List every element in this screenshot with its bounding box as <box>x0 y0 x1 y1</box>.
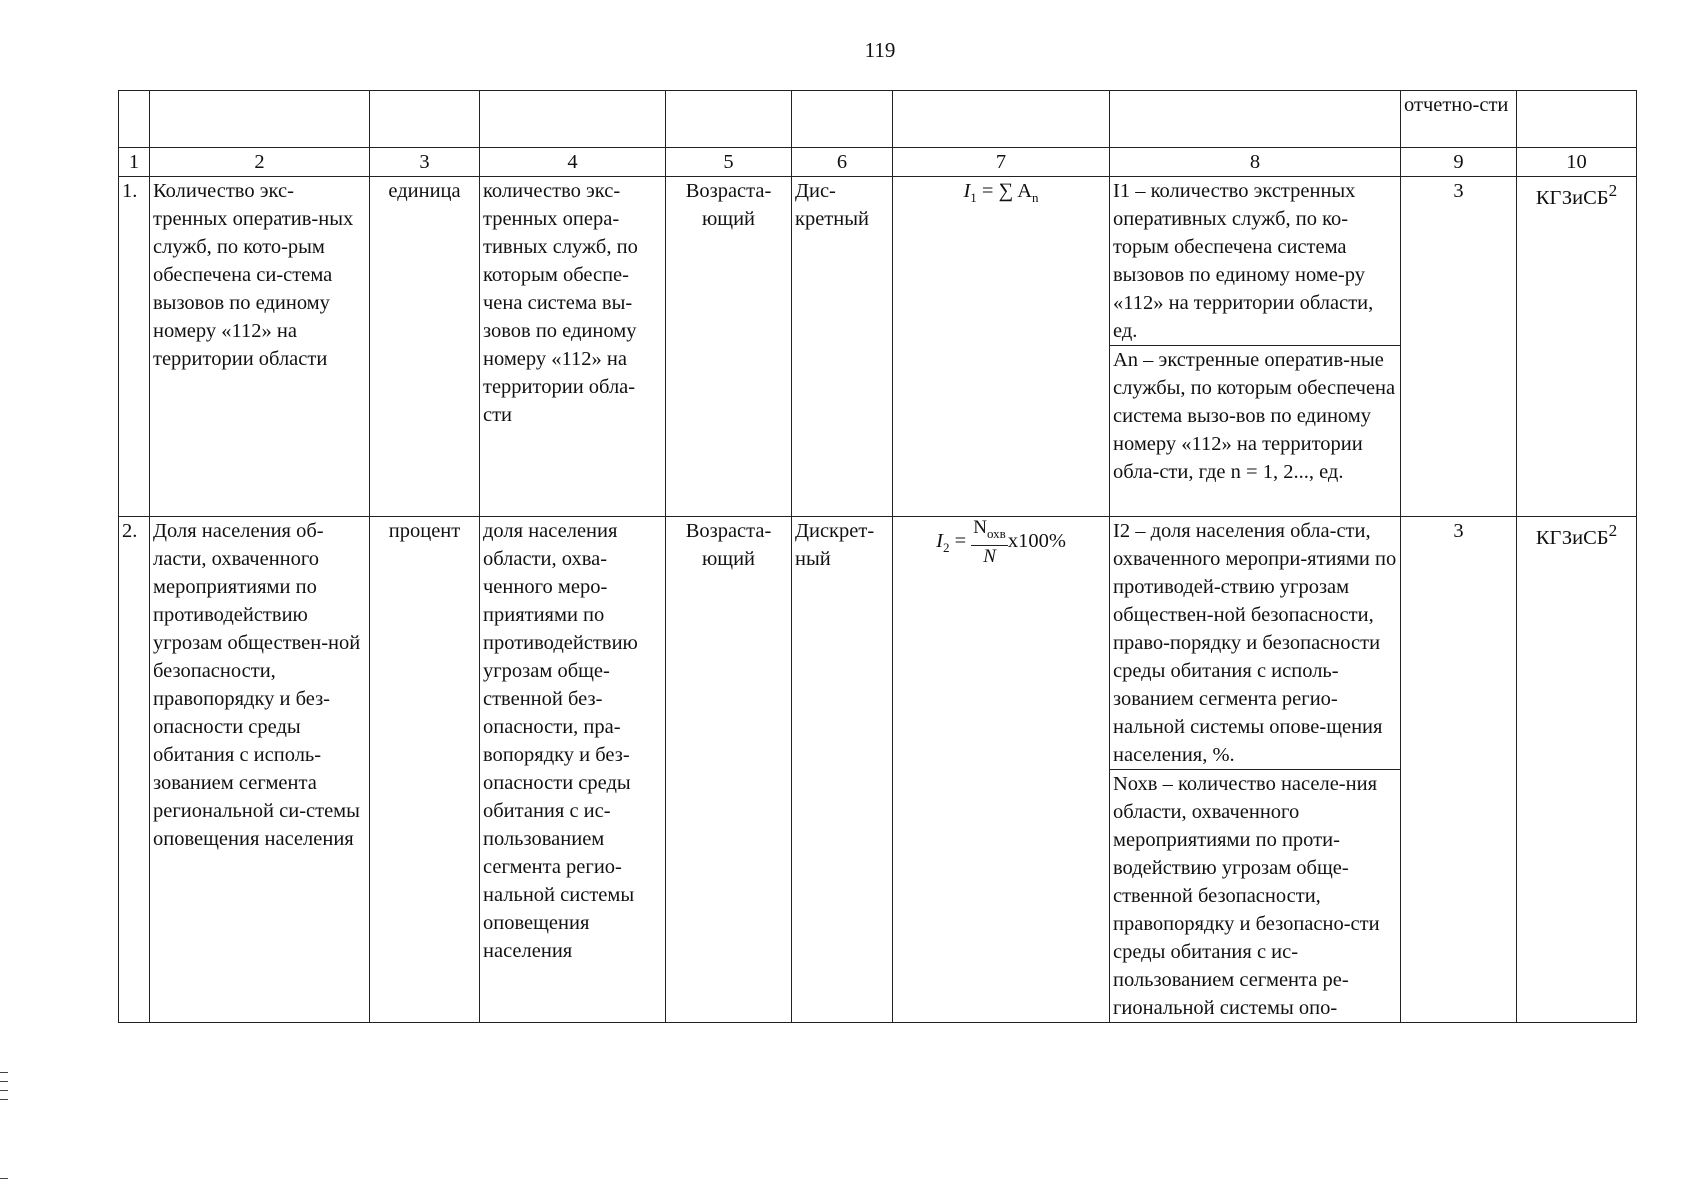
source-sup: 2 <box>1608 521 1618 540</box>
formula: $I_2$ = $\frac{N_{охв}}{N}$ x100% <box>893 517 1110 1023</box>
col-num: 10 <box>1517 148 1637 177</box>
col-num: 7 <box>893 148 1110 177</box>
fraction-denominator: N <box>983 545 996 567</box>
periodicity: 3 <box>1401 177 1517 517</box>
margin-mark <box>0 1178 8 1179</box>
formula-var: I <box>963 180 971 202</box>
formula <box>893 177 1110 517</box>
definition: количество экс-тренных опера-тивных служб, по которым обеспе-чена система вы-зовов по единому номеру «112» на территории обла-сти <box>480 177 666 517</box>
trend: Возраста-ющий <box>666 517 792 1023</box>
source <box>1517 517 1637 1023</box>
numerator-var: N <box>973 517 987 538</box>
formula-idx: 2 <box>942 540 950 556</box>
row-number: 2. <box>119 517 150 1023</box>
unit: процент <box>370 517 480 1023</box>
formula-rest: = ∑ A <box>976 180 1033 202</box>
indicators-table <box>118 90 1637 1023</box>
page-number: 119 <box>864 38 896 62</box>
col-num: 9 <box>1401 148 1517 177</box>
source <box>1517 177 1637 517</box>
trend: Возраста-ющий <box>666 177 792 517</box>
unit: единица <box>370 177 480 517</box>
margin-mark <box>0 1099 8 1100</box>
formula-rest-sub: n <box>1032 190 1039 206</box>
formula-rest: x100% <box>1007 530 1066 553</box>
definition: доля населения области, охва-ченного меро-приятиями по противодействию угрозам обще-ственной без-опасности, пра-вопорядку и без-опасности среды обитания с ис-пользованием сегмента регио-нальной системы оповещения населения <box>480 517 666 1023</box>
source-text: КГЗиСБ <box>1535 526 1609 549</box>
description-part: An – экстренные оператив-ные службы, по которым обеспечена система вызо-вов по единому номеру «112» на территории обла-сти, где n = 1, 2..., ед. <box>1110 345 1400 486</box>
indicator-type: Дискрет-ный <box>792 517 893 1023</box>
fraction-numerator <box>971 517 1008 546</box>
col-num: 1 <box>119 148 150 177</box>
col9-header-cont: отчетно-сти <box>1401 91 1517 148</box>
formula-idx: 1 <box>970 190 977 206</box>
table-row <box>119 177 1637 517</box>
table-row <box>119 517 1637 1023</box>
description-part: I1 – количество экстренных оперативных служб, по ко-торым обеспечена система вызовов по единому номе-ру «112» на территории области, ед. <box>1113 180 1374 342</box>
margin-mark <box>0 1072 8 1073</box>
header-continuation-row <box>119 91 1637 148</box>
description-cell <box>1110 517 1401 1023</box>
indicator-name: Количество экс-тренных оператив-ных служб, по кото-рым обеспечена си-стема вызовов по единому номеру «112» на территории области <box>150 177 370 517</box>
numerator-sub: охв <box>986 525 1006 541</box>
margin-mark <box>0 1090 8 1091</box>
row-number: 1. <box>119 177 150 517</box>
source-sup: 2 <box>1608 181 1618 200</box>
periodicity: 3 <box>1401 517 1517 1023</box>
description-part: I2 – доля населения обла-сти, охваченного меропри-ятиями по противодей-ствию угрозам обществен-ной безопасности, право-порядку и безопасности среды обитания с исполь-зованием сегмента регио-нальной системы опове-щения населения, %. <box>1113 520 1397 766</box>
margin-mark <box>0 1081 8 1082</box>
formula-var: I <box>936 530 943 553</box>
col-num: 8 <box>1110 148 1401 177</box>
source-text: КГЗиСБ <box>1535 186 1609 209</box>
col-num: 4 <box>480 148 666 177</box>
indicator-type: Дис-кретный <box>792 177 893 517</box>
description-cell <box>1110 177 1401 517</box>
col-num: 2 <box>150 148 370 177</box>
indicator-name: Доля населения об-ласти, охваченного мероприятиями по противодействию угрозам обществен-ной безопасности, правопорядку и без-опасности среды обитания с исполь-зованием сегмента региональной си-стемы оповещения населения <box>150 517 370 1023</box>
col-num: 5 <box>666 148 792 177</box>
description-part: Nохв – количество населе-ния области, охваченного мероприятиями по проти-водействию угрозам обще-ственной безопасности, правопорядку и безопасно-сти среды обитания с ис-пользованием сегмента ре-гиональной системы опо- <box>1110 769 1400 1022</box>
formula-fraction <box>971 517 1008 568</box>
column-numbers-row <box>119 148 1637 177</box>
col-num: 6 <box>792 148 893 177</box>
col-num: 3 <box>370 148 480 177</box>
